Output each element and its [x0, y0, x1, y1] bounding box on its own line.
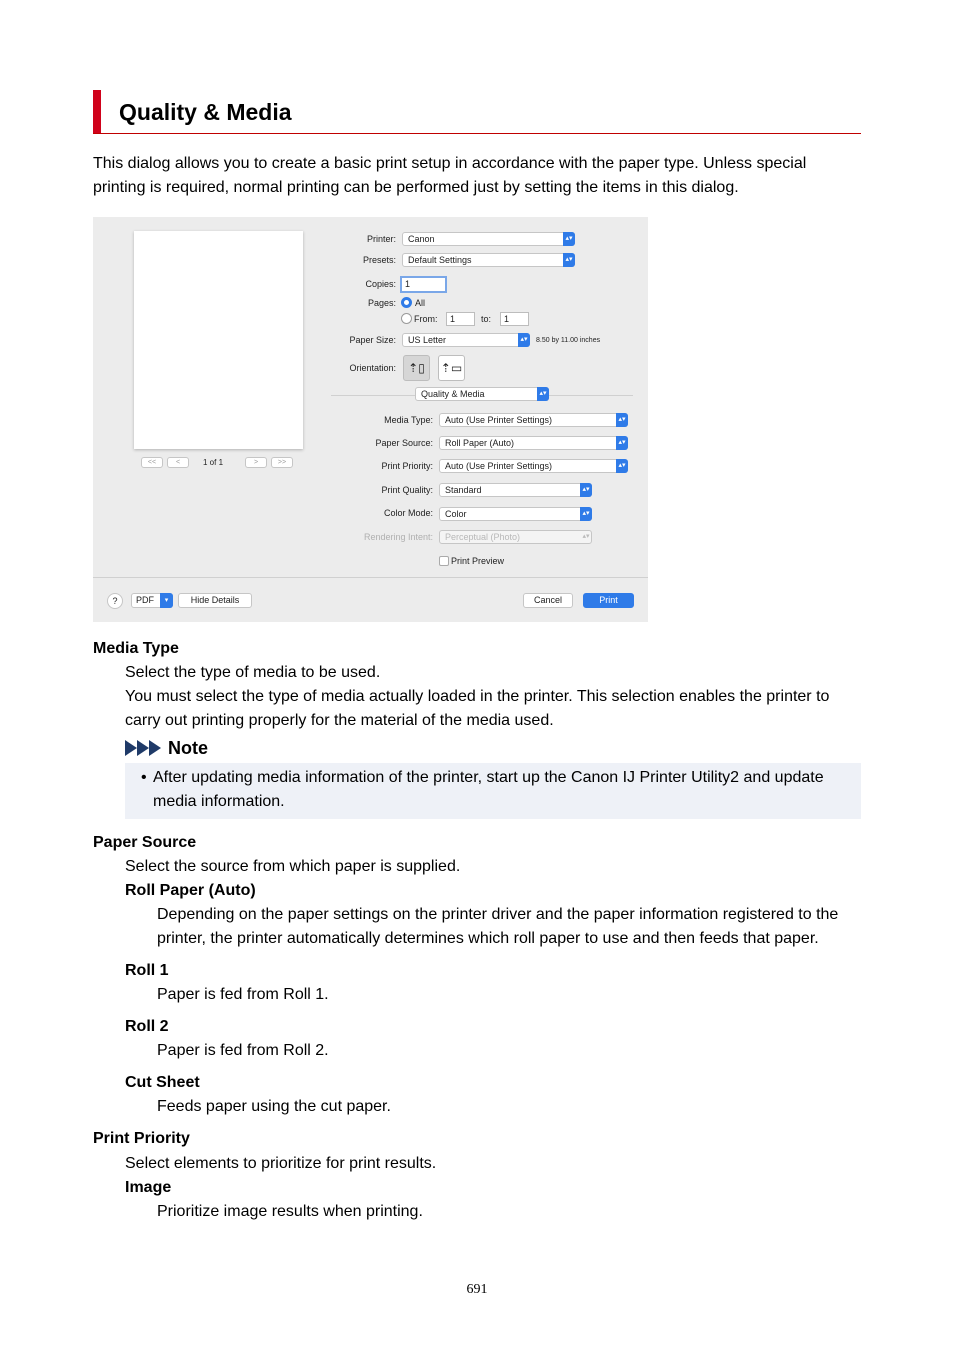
note-text: After updating media information of the printer, start up the Canon IJ Printer Utility2 and update media information. [153, 769, 824, 810]
note-chevron-icon [137, 740, 149, 756]
rendering-intent-select [439, 530, 592, 544]
panel-select[interactable] [415, 387, 549, 401]
rendering-intent-value: Perceptual (Photo) [445, 532, 521, 542]
color-mode-select[interactable] [439, 507, 592, 521]
cancel-button[interactable]: Cancel [523, 593, 573, 608]
chevron-down-icon: ▾ [160, 593, 173, 608]
print-priority-term: Print Priority [93, 1130, 190, 1147]
print-dialog-screenshot [93, 217, 648, 622]
media-type-label: Media Type: [384, 415, 433, 425]
rendering-intent-label: Rendering Intent: [363, 532, 433, 542]
pages-from-label: From: [414, 314, 438, 324]
page-preview [134, 231, 303, 449]
pdf-label: PDF [136, 595, 154, 605]
separator [93, 577, 648, 578]
image-term: Image [125, 1179, 172, 1196]
presets-label: Presets: [362, 255, 396, 265]
roll-paper-auto-desc: Depending on the paper settings on the printer driver and the paper information registered to the printer, the printer automatically determines which roll paper to use and then feeds that paper. [157, 906, 839, 947]
note-chevron-icon [149, 740, 161, 756]
print-priority-value: Auto (Use Printer Settings) [445, 461, 553, 471]
pages-from-radio[interactable] [401, 313, 412, 324]
image-desc: Prioritize image results when printing. [157, 1203, 423, 1220]
copies-field[interactable]: 1 [400, 276, 447, 293]
help-button[interactable]: ? [107, 593, 123, 609]
roll-1-desc: Paper is fed from Roll 1. [157, 986, 329, 1003]
paper-source-term: Paper Source [93, 834, 197, 851]
landscape-orientation-button[interactable] [438, 355, 465, 381]
presets-value: Default Settings [408, 255, 472, 265]
pages-all-radio[interactable] [401, 297, 412, 308]
print-quality-label: Print Quality: [381, 485, 433, 495]
printer-label: Printer: [366, 234, 396, 244]
intro-paragraph: This dialog allows you to create a basic print setup in accordance with the paper type. Unless special printing is required, normal printing can be performed just by setting the items in this dialog. [93, 155, 807, 196]
print-preview-label: Print Preview [451, 556, 505, 566]
paper-source-value: Roll Paper (Auto) [445, 438, 515, 448]
pdf-button[interactable] [131, 593, 173, 608]
roll-2-term: Roll 2 [125, 1018, 169, 1035]
prev-page-button[interactable]: < [167, 457, 189, 468]
hide-details-button[interactable]: Hide Details [178, 593, 252, 608]
orientation-label: Orientation: [349, 363, 396, 373]
pages-to-label: to: [481, 314, 492, 324]
copies-label: Copies: [365, 279, 396, 289]
first-page-button[interactable]: << [141, 457, 163, 468]
color-mode-label: Color Mode: [383, 508, 433, 518]
presets-select[interactable] [402, 253, 575, 267]
cut-sheet-desc: Feeds paper using the cut paper. [157, 1098, 391, 1115]
paper-source-label: Paper Source: [375, 438, 433, 448]
portrait-orientation-button[interactable] [403, 355, 430, 381]
pages-all-label: All [415, 298, 426, 308]
cut-sheet-term: Cut Sheet [125, 1074, 200, 1091]
paper-size-label: Paper Size: [349, 335, 396, 345]
page-number: 691 [466, 1282, 488, 1297]
panel-value: Quality & Media [421, 389, 485, 399]
stepper-icon: ▴▾ [616, 459, 628, 473]
stepper-icon: ▴▾ [582, 533, 590, 540]
media-type-select[interactable] [439, 413, 628, 427]
roll-1-term: Roll 1 [125, 962, 169, 979]
paper-size-select[interactable] [402, 333, 530, 347]
portrait-icon: ⇡▯ [408, 361, 425, 375]
media-type-term: Media Type [93, 640, 179, 657]
page-title [93, 90, 861, 134]
stepper-icon: ▴▾ [580, 483, 592, 497]
roll-2-desc: Paper is fed from Roll 2. [157, 1042, 329, 1059]
print-quality-value: Standard [445, 485, 482, 495]
print-quality-select[interactable] [439, 483, 592, 497]
media-type-detail: You must select the type of media actually loaded in the printer. This selection enables the printer to carry out printing properly for the material of the media used. [125, 688, 830, 729]
print-preview-checkbox[interactable] [439, 556, 449, 566]
note-heading [125, 737, 325, 759]
roll-paper-auto-term: Roll Paper (Auto) [125, 882, 256, 899]
printer-select[interactable] [402, 232, 575, 246]
last-page-button[interactable]: >> [271, 457, 293, 468]
title-accent-bar [93, 90, 101, 133]
paper-size-dimensions: 8.50 by 11.00 inches [536, 337, 601, 344]
paper-size-value: US Letter [408, 335, 447, 345]
pages-from-field[interactable]: 1 [446, 312, 475, 326]
print-priority-select[interactable] [439, 459, 628, 473]
print-priority-desc: Select elements to prioritize for print results. [125, 1155, 437, 1172]
print-button[interactable]: Print [583, 593, 634, 608]
stepper-icon: ▴▾ [616, 413, 628, 427]
stepper-icon: ▴▾ [537, 387, 549, 401]
paper-source-select[interactable] [439, 436, 628, 450]
printer-value: Canon [408, 234, 435, 244]
note-box [125, 763, 861, 819]
landscape-icon: ⇡▭ [440, 361, 463, 375]
pages-to-field[interactable]: 1 [500, 312, 529, 326]
page-heading: Quality & Media [119, 99, 292, 125]
print-priority-label: Print Priority: [381, 461, 433, 471]
next-page-button[interactable]: > [245, 457, 267, 468]
note-bullet: • [141, 769, 147, 786]
stepper-icon: ▴▾ [563, 253, 575, 267]
page-counter: 1 of 1 [203, 458, 224, 467]
paper-source-desc: Select the source from which paper is supplied. [125, 858, 461, 875]
stepper-icon: ▴▾ [563, 232, 575, 246]
stepper-icon: ▴▾ [518, 333, 530, 347]
stepper-icon: ▴▾ [616, 436, 628, 450]
media-type-desc: Select the type of media to be used. [125, 664, 381, 681]
note-label: Note [168, 738, 208, 758]
color-mode-value: Color [445, 509, 467, 519]
stepper-icon: ▴▾ [580, 507, 592, 521]
pages-label: Pages: [367, 298, 396, 308]
note-chevron-icon [125, 740, 137, 756]
media-type-value: Auto (Use Printer Settings) [445, 415, 553, 425]
